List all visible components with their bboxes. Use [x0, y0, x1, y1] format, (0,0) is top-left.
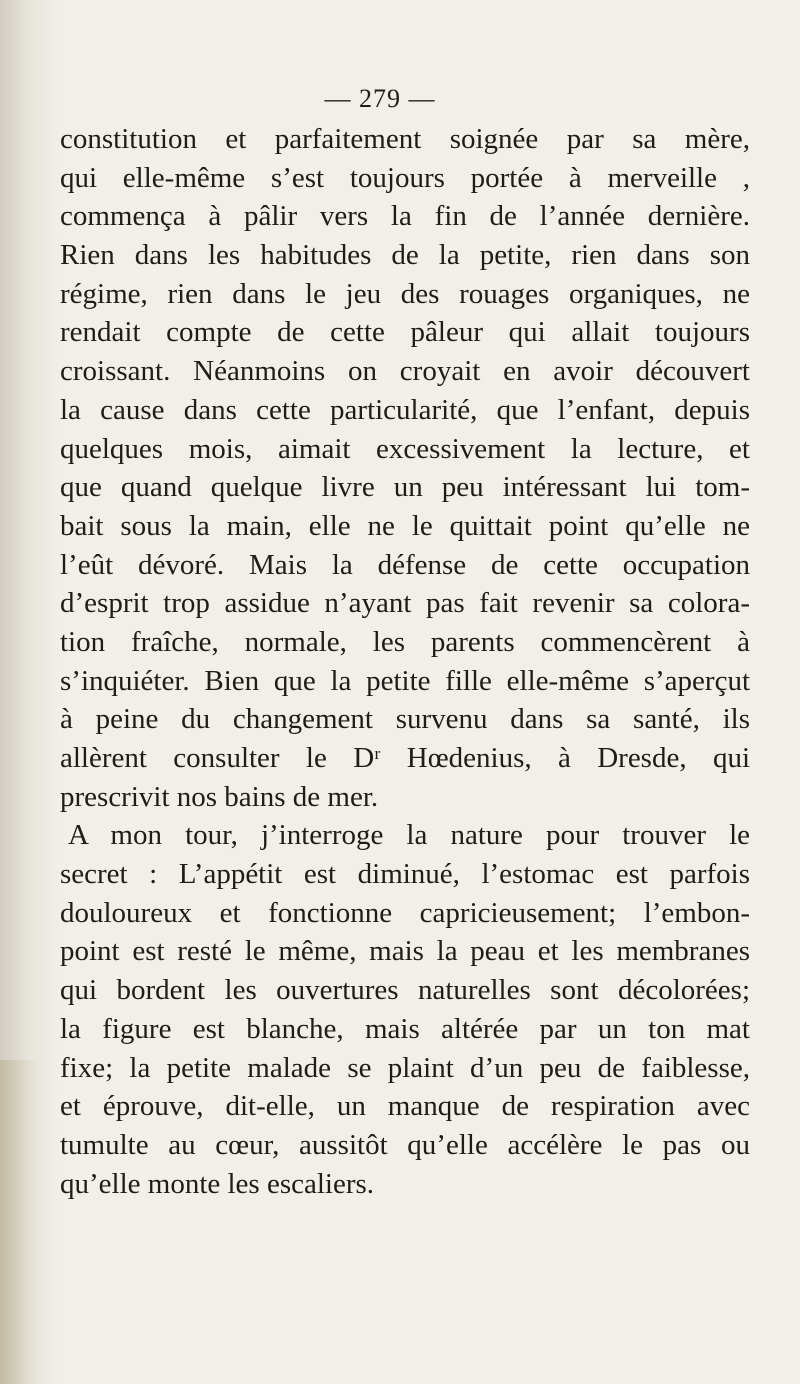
text-line: allèrent consulter le Dʳ Hœdenius, à Dresde, qui	[60, 742, 750, 774]
text-line: et éprouve, dit-elle, un manque de respiration avec	[60, 1090, 750, 1123]
text-line: à peine du changement survenu dans sa santé, ils	[60, 703, 750, 736]
text-line: constitution et parfaitement soignée par sa mère,	[60, 123, 750, 155]
text-line: la figure est blanche, mais altérée par un ton mat	[60, 1012, 750, 1045]
text-line: secret : L’appétit est diminué, l’estomac est parfois	[60, 858, 750, 891]
text-line: d’esprit trop assidue n’ayant pas fait revenir sa colora-	[60, 587, 750, 620]
text-line: prescrivit nos bains de mer.	[60, 780, 379, 813]
text-line: qui elle-même s’est toujours portée à merveille ,	[60, 161, 750, 194]
text-line: tumulte au cœur, aussitôt qu’elle accélère le pas ou	[60, 1128, 750, 1161]
text-line: qu’elle monte les escaliers.	[60, 1167, 375, 1200]
text-line: qui bordent les ouvertures naturelles sont décolorées;	[60, 974, 750, 1007]
text-line: s’inquiéter. Bien que la petite fille elle-même s’aperçut	[60, 664, 750, 697]
text-line: commença à pâlir vers la fin de l’année dernière.	[60, 200, 750, 233]
body-text	[60, 120, 750, 1203]
text-line: Rien dans les habitudes de la petite, rien dans son	[60, 239, 750, 272]
text-line: régime, rien dans le jeu des rouages organiques, ne	[60, 277, 750, 310]
page-number: — 279 —	[324, 84, 436, 113]
text-line: quelques mois, aimait excessivement la lecture, et	[60, 432, 750, 465]
text-line: que quand quelque livre un peu intéressant lui tom-	[60, 471, 750, 504]
text-line: l’eût dévoré. Mais la défense de cette occupation	[60, 548, 750, 581]
text-line: rendait compte de cette pâleur qui allait toujours	[60, 316, 750, 349]
text-line: fixe; la petite malade se plaint d’un peu de faiblesse,	[60, 1051, 750, 1084]
text-line: croissant. Néanmoins on croyait en avoir découvert	[60, 355, 750, 388]
text-line: point est resté le même, mais la peau et les membranes	[60, 935, 750, 968]
text-line: bait sous la main, elle ne le quittait point qu’elle ne	[60, 509, 750, 542]
page-edge-stain	[0, 1060, 40, 1384]
text-line: tion fraîche, normale, les parents commencèrent à	[60, 625, 750, 658]
text-line: A mon tour, j’interroge la nature pour trouver le	[68, 819, 750, 852]
text-line: la cause dans cette particularité, que l’enfant, depuis	[60, 393, 750, 426]
text-line: douloureux et fonctionne capricieusement; l’embon-	[60, 896, 750, 929]
